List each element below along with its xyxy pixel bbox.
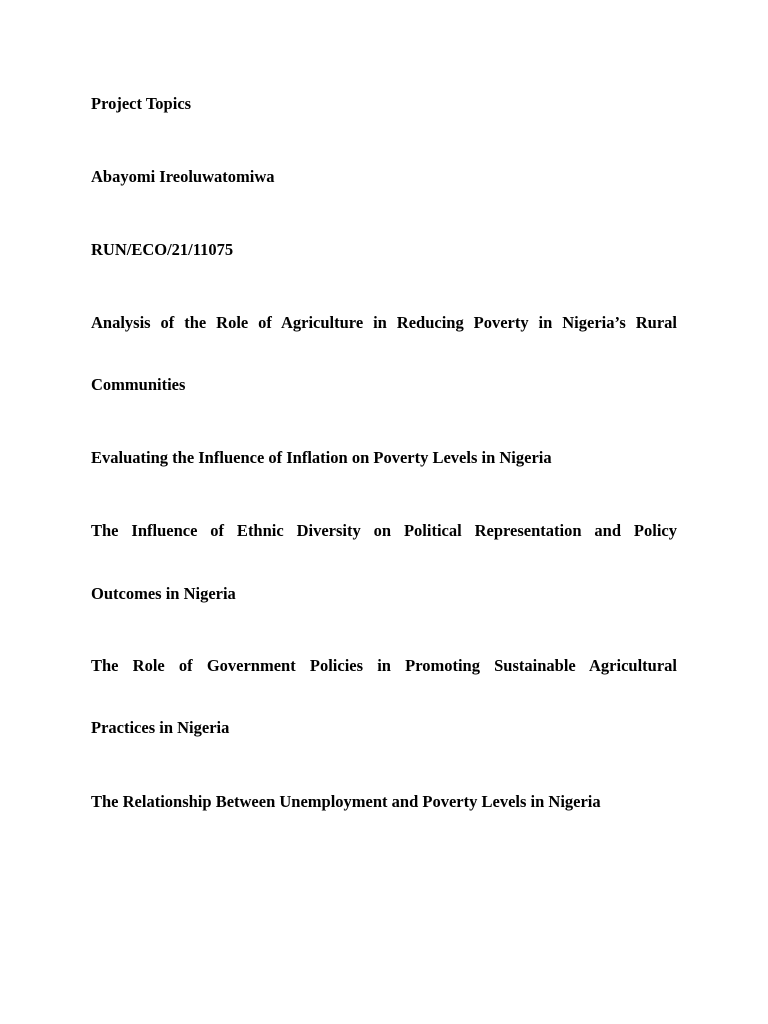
author-name: Abayomi Ireoluwatomiwa (91, 167, 275, 186)
topic-4-line-1: The Role of Government Policies in Promoting Sustainable Agricultural (91, 656, 677, 675)
topic-1-line-1: Analysis of the Role of Agriculture in Reducing Poverty in Nigeria’s Rural (91, 313, 677, 332)
topic-1-line-2: Communities (91, 375, 186, 394)
matric-number: RUN/ECO/21/11075 (91, 240, 234, 259)
document-heading: Project Topics (91, 94, 192, 113)
topic-3-line-1: The Influence of Ethnic Diversity on Political Representation and Policy (91, 521, 677, 540)
topic-3-line-2: Outcomes in Nigeria (91, 584, 236, 603)
topic-2-line-1: Evaluating the Influence of Inflation on Poverty Levels in Nigeria (91, 448, 552, 467)
topic-4-line-2: Practices in Nigeria (91, 718, 230, 737)
topic-5-line-1: The Relationship Between Unemployment and Poverty Levels in Nigeria (91, 792, 601, 811)
